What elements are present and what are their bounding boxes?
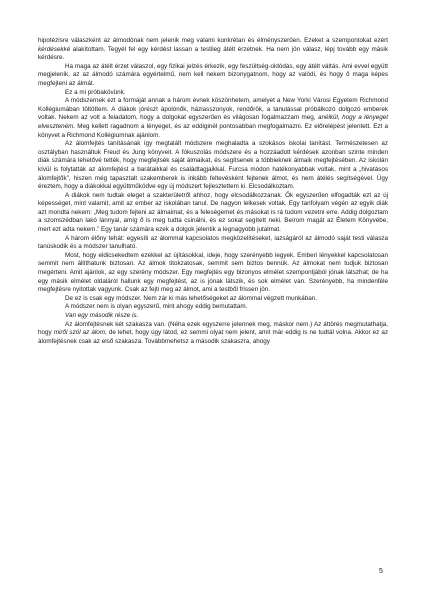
text-run: A diákok nem tudtak eleget a szakterületről ahhoz, hogy elcsodálkozzanak. Ők egyszerűen elfogadták ezt az új képességet, mint valamit, amit az ember az iskolában tanul. De nagyon lelkesek voltak. Egy tanfolyam végén az egyik diák azt mondta nekem: „Meg tudom fejteni az álmaimat, és a feleségemet és másokat is rá tudom vezetni erre. Addig dolgoztam a szomszédban lakó lánnyal, amíg ő is meg tudta csinálni, és ez sokat segített neki. Beírom magát az Életem Könyvébe, mert ezt adta nekem.” Egy tanár számára ezek a dolgok jelentik a legnagyobb jutalmat. bbox=[38, 191, 388, 234]
paragraph bbox=[38, 321, 388, 347]
text-run: Meg kellett ragadnom a lényeget, és az eddiginél pontosabban megfogalmazni. Ez előrelépést jelentett. Ezt a könyvet a Richmond Kollégiumnak ajánlom. bbox=[38, 122, 388, 139]
text-run: Ez a mi próbakövünk. bbox=[65, 88, 126, 96]
text-run: A módszer nem is olyan egyszerű, mint ahogy eddig bemutattam. bbox=[65, 303, 248, 311]
paragraph bbox=[38, 303, 388, 312]
text-run: Az álomfejtés tanításának így megtalált módszere meghaladta a szokásos iskolai tanítást. Természetesen az osztályban használtuk Freud és Jung könyveit. A fókuszolás módszere és a hozzáadott kérdések azonban szinte minden diák számára lehetővé tették, hogy megfejtsék saját álmaikat, és segítsenek a többieknek álmaik megfejtésében. Az iskolán kívül is folytatták az álomfejtést a barátaikkal és családtagjaikkal. Furcsa módon hatékonyabbak voltak, mint a „hivatásos álomfejtők”, hiszen még tapasztalt szakemberek is inkább feltevésként fejtenek álmot, és nem átélés segítségével. Úgy éreztem, hogy a diákokkal együttműködve egy új módszert fejlesztettem ki. Elcsodálkoztam. bbox=[38, 140, 388, 191]
paragraph bbox=[38, 97, 388, 140]
text-run: A három élőny tehát: egyesíti az álommal kapcsolatos megközelítéseket, iazságáról az álmodó saját testi válasza tanúskodik és a módszer tanulható. bbox=[38, 234, 388, 251]
text-run: hipotézisre válaszként az álmodónak nem jelenik meg valami konkrétan és élményszerűen. Ezeket a szempontokat ezért bbox=[38, 37, 388, 44]
paragraph bbox=[38, 63, 388, 89]
paragraph bbox=[38, 252, 388, 295]
emphasis-text: anélkül, hogy a lényeget elveszteném. bbox=[38, 114, 388, 130]
document-body bbox=[38, 37, 388, 346]
paragraph bbox=[38, 235, 388, 252]
paragraph bbox=[38, 140, 388, 192]
text-run: alakítottam. Tegyél fel egy kérdést lassan a testileg átélt érzetnek. Ha nem jön válasz, lépj tovább egy másik kérdésre. bbox=[38, 45, 388, 62]
text-run: De ez is csak egy módszer. Nem zár ki más lehetőségeket az álommal végzett munkában. bbox=[65, 294, 317, 302]
text-run: Most, hogy eldicsekedtem ezekkel az újításokkal, ideje, hogy szerényebb legyek. Emberi lényekkel kapcsolatosan semmit nem állíthatunk biztosan. Az álmok titokzatosak, semmit sem biztos bennük. Az álmokat nem tudjuk biztosan megérteni. Amit ajánlok, az egy szerény módszer. Egy megfejtés egy bizonyos elmélet szempontjából jónak látszhat; de ha egy másik elmélet oldaláról hallunk egy megfejtést, az is jónak látszik, és sok elmélet van. Szerényebb, ha mindenféle megfejtésre nyitottak vagyunk. Csak az fejti meg az álmot, ami a testből frissen jön. bbox=[38, 251, 388, 294]
emphasis-text: miről szól az álom bbox=[53, 329, 106, 337]
emphasis-text: Van egy második része is. bbox=[65, 312, 139, 319]
paragraph bbox=[38, 192, 388, 235]
text-run: Az álomfejtésnek két szakasza van. (Néha ezek egyszerre jelennek meg, máskor nem.) Az áttörés megmutathatja, hogy bbox=[38, 320, 388, 337]
text-run: Ha maga az átélt érzet válaszol, egy fizikai jelzés érkezik, egy feszültség-oldódás, egy átélt váltás. Ami evvel együtt megjelenik, az az álmodó számára egyértelmű, nem kell nekem bizonygatnom, hogy az valódi, és hogy ő maga képes megfejteni az álmát. bbox=[38, 62, 388, 87]
paragraph bbox=[38, 312, 388, 321]
paragraph bbox=[38, 295, 388, 304]
emphasis-text: kérdésekké bbox=[38, 45, 71, 53]
text-run: , de lehet, hogy úgy látod, ez semmi olyat nem jelent, amit már eddig is ne tudtál volna. Akkor ez az álomfejtésnek csak az első szakasza. Továbbmehetsz a második szakaszra, ahogy bbox=[38, 329, 389, 345]
page-number: 5 bbox=[379, 568, 383, 575]
paragraph bbox=[38, 89, 388, 98]
text-run: A módszernek ezt a formáját annak a három évnek köszönhetem, amelyet a New Yorki Városi Egyetem Richmond Kollégiumában töltöttem. A diákok jórészt ápolónők, háziasszonyok, rendőrök, a tanulással próbálkozó dolgozó emberek voltak. Nekem az volt a feladatom, hogy a dolgokat egyszerűen és világosan fogalmazzam meg, bbox=[38, 97, 388, 122]
paragraph bbox=[38, 37, 388, 63]
